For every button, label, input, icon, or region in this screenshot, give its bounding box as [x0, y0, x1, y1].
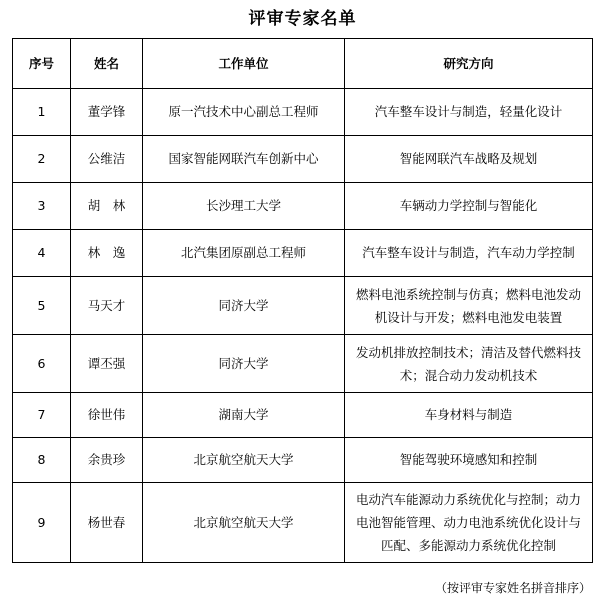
cell-unit: 原一汽技术中心副总工程师: [143, 89, 345, 136]
cell-index: 7: [13, 393, 71, 438]
cell-field: 智能网联汽车战略及规划: [345, 136, 593, 183]
cell-field: 汽车整车设计与制造，汽车动力学控制: [345, 230, 593, 277]
cell-unit: 北京航空航天大学: [143, 438, 345, 483]
cell-index: 2: [13, 136, 71, 183]
cell-unit: 湖南大学: [143, 393, 345, 438]
table-header-row: [13, 39, 593, 89]
cell-name: 马天才: [71, 277, 143, 335]
expert-table: [12, 38, 593, 563]
cell-field: 车辆动力学控制与智能化: [345, 183, 593, 230]
cell-field: 燃料电池系统控制与仿真；燃料电池发动机设计与开发；燃料电池发电装置: [345, 277, 593, 335]
table-row: [13, 438, 593, 483]
cell-name: 谭丕强: [71, 335, 143, 393]
cell-index: 4: [13, 230, 71, 277]
cell-index: 6: [13, 335, 71, 393]
header-index: 序号: [13, 39, 71, 89]
cell-index: 8: [13, 438, 71, 483]
table-row: [13, 230, 593, 277]
cell-unit: 同济大学: [143, 335, 345, 393]
cell-name: 杨世春: [71, 483, 143, 563]
cell-name: 公维洁: [71, 136, 143, 183]
cell-unit: 长沙理工大学: [143, 183, 345, 230]
cell-index: 1: [13, 89, 71, 136]
cell-field: 车身材料与制造: [345, 393, 593, 438]
cell-field: 汽车整车设计与制造，轻量化设计: [345, 89, 593, 136]
cell-field: 发动机排放控制技术；清洁及替代燃料技术；混合动力发动机技术: [345, 335, 593, 393]
cell-field: 智能驾驶环境感知和控制: [345, 438, 593, 483]
header-field: 研究方向: [345, 39, 593, 89]
cell-field: 电动汽车能源动力系统优化与控制；动力电池智能管理、动力电池系统优化设计与匹配、多能源动力系统优化控制: [345, 483, 593, 563]
page-title: 评审专家名单: [248, 9, 357, 29]
cell-name: 徐世伟: [71, 393, 143, 438]
table-row: [13, 89, 593, 136]
table-row: [13, 483, 593, 563]
cell-name: 董学锋: [71, 89, 143, 136]
cell-index: 9: [13, 483, 71, 563]
sort-note: （按评审专家姓名拼音排序）: [434, 581, 591, 595]
cell-unit: 北京航空航天大学: [143, 483, 345, 563]
cell-name: 余贵珍: [71, 438, 143, 483]
table-row: [13, 277, 593, 335]
header-name: 姓名: [71, 39, 143, 89]
cell-index: 3: [13, 183, 71, 230]
cell-unit: 同济大学: [143, 277, 345, 335]
table-row: [13, 335, 593, 393]
table-row: [13, 136, 593, 183]
cell-name: 林 逸: [71, 230, 143, 277]
cell-unit: 国家智能网联汽车创新中心: [143, 136, 345, 183]
table-row: [13, 393, 593, 438]
table-row: [13, 183, 593, 230]
cell-name: 胡 林: [71, 183, 143, 230]
cell-unit: 北汽集团原副总工程师: [143, 230, 345, 277]
cell-index: 5: [13, 277, 71, 335]
header-unit: 工作单位: [143, 39, 345, 89]
